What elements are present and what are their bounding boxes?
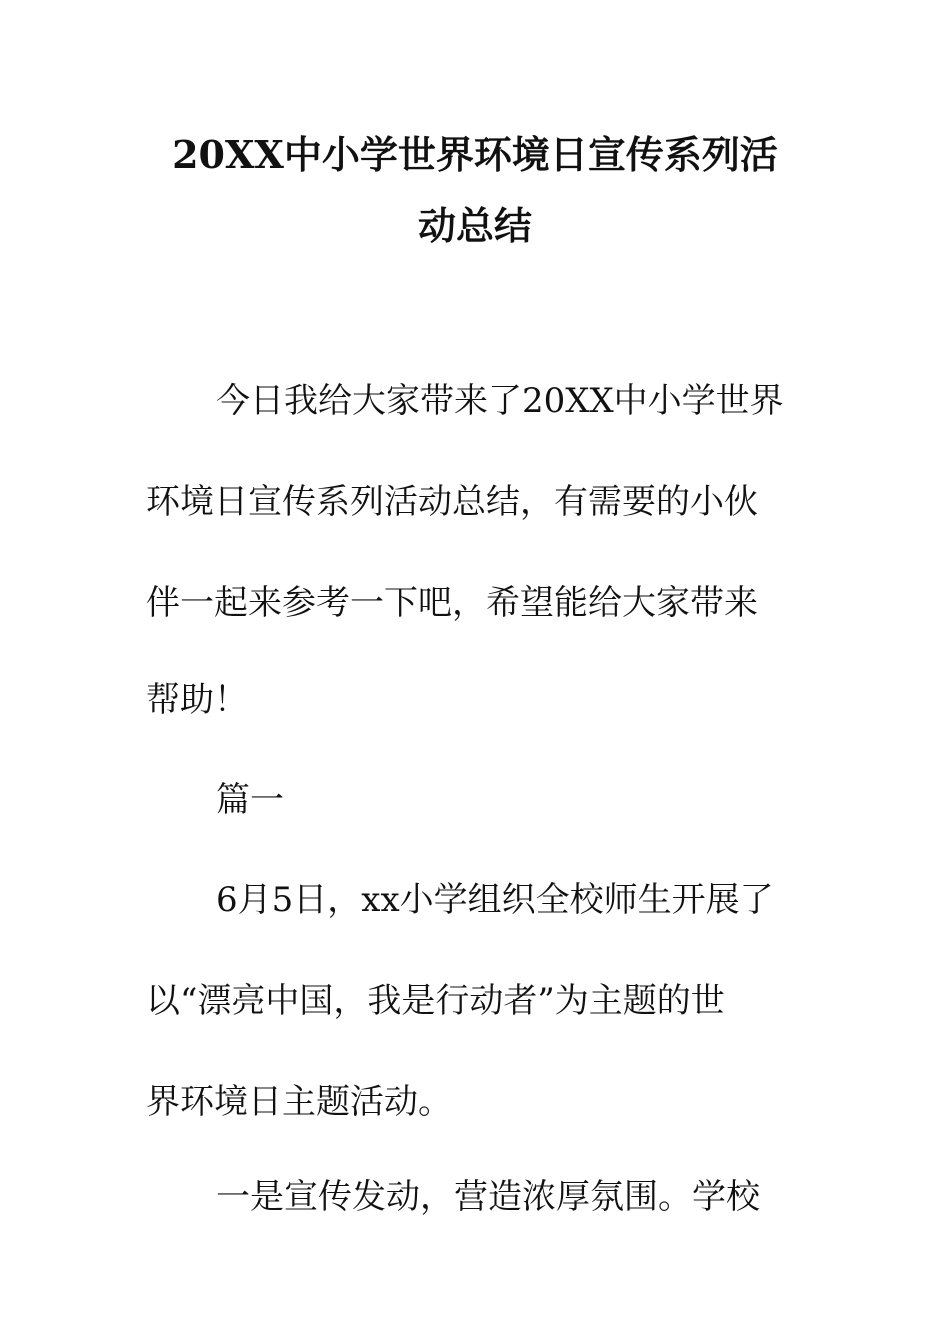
paragraph-line: 界环境日主题活动。 [146, 1082, 452, 1122]
section-heading-text: 篇一 [216, 780, 284, 820]
document-title-line-2: 动总结 [417, 203, 532, 248]
document-title-line-1: 20XX中小学世界环境日宣传系列活 [172, 132, 778, 177]
paragraph-line: 以“漂亮中国，我是行动者”为主题的世 [146, 981, 725, 1021]
paragraph-line: 6月5日，xx小学组织全校师生开展了 [216, 880, 774, 920]
paragraph-line: 帮助！ [146, 680, 248, 720]
paragraph-line: 一是宣传发动，营造浓厚氛围。学校 [216, 1177, 760, 1217]
paragraph-line: 伴一起来参考一下吧，希望能给大家带来 [146, 583, 758, 623]
paragraph-line: 环境日宣传系列活动总结，有需要的小伙 [146, 482, 758, 522]
paragraph-line: 今日我给大家带来了20XX中小学世界 [216, 381, 784, 421]
